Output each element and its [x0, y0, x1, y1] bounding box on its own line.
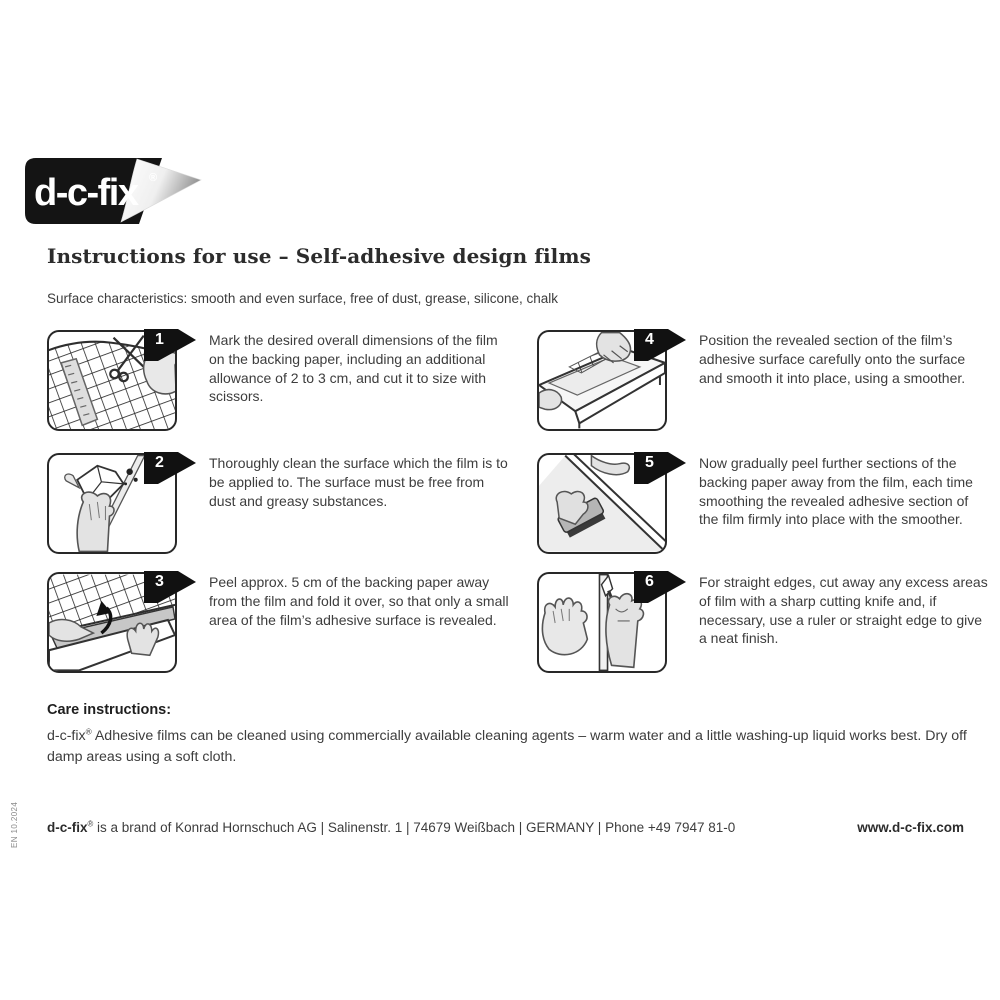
- page-title: Instructions for use – Self-adhesive design films: [47, 244, 591, 268]
- steps-grid: [47, 330, 990, 696]
- logo-wordmark: d-c-fix: [34, 172, 138, 214]
- step-number: 3: [155, 573, 164, 590]
- registered-mark: ®: [87, 819, 94, 829]
- step-number: 4: [645, 331, 654, 348]
- dirt-dot: [134, 478, 138, 482]
- step-3: [47, 572, 537, 696]
- step-1-figure: [47, 330, 177, 431]
- footer-brand: d-c-fix: [47, 820, 88, 835]
- step-number-badge: [634, 452, 686, 484]
- website-url: www.d-c-fix.com: [857, 820, 964, 835]
- step-text: For straight edges, cut away any excess areas of film with a sharp cutting knife and, if necessary, use a ruler or straight edge to give a neat finish.: [699, 574, 988, 647]
- step-6-figure: [537, 572, 667, 673]
- step-1: [47, 330, 537, 453]
- step-number: 5: [645, 454, 654, 471]
- step-number-badge: [144, 329, 196, 361]
- hand-icon: [597, 333, 631, 362]
- edition-code: EN 10.2024: [10, 801, 19, 848]
- dirt-dot: [124, 482, 127, 485]
- hand-icon: [77, 492, 114, 551]
- company-line: [47, 820, 735, 835]
- step-text: Position the revealed section of the film’s adhesive surface carefully onto the surface and smooth it into place, using a smoother.: [699, 332, 966, 386]
- care-instructions: [47, 702, 987, 769]
- step-2: [47, 453, 537, 572]
- hand-icon: [591, 456, 629, 475]
- step-2-figure: [47, 453, 177, 554]
- hand-icon: [127, 623, 158, 655]
- registered-mark: ®: [85, 727, 92, 737]
- footer: [47, 820, 964, 835]
- step-number: 1: [155, 331, 164, 348]
- step-text: Peel approx. 5 cm of the backing paper away from the film and fold it over, so that only a small area of the film’s adhesive surface is revealed.: [209, 574, 509, 628]
- step-3-figure: [47, 572, 177, 673]
- surface-characteristics-note: Surface characteristics: smooth and even surface, free of dust, grease, silicone, chalk: [47, 291, 559, 306]
- dcfix-logo: [25, 158, 230, 226]
- step-number-badge: [634, 571, 686, 603]
- step-4-figure: [537, 330, 667, 431]
- hand-icon: [539, 390, 561, 410]
- footer-company-text: is a brand of Konrad Hornschuch AG | Salinenstr. 1 | 74679 Weißbach | GERMANY | Phone +49 7947 81-0: [93, 820, 736, 835]
- step-text: Now gradually peel further sections of the backing paper away from the film, each time smoothing the revealed adhesive section of the film firmly into place with the smoother.: [699, 455, 973, 528]
- logo-registered-mark: ®: [149, 172, 158, 184]
- step-number-badge: [144, 452, 196, 484]
- dirt-dot: [126, 469, 132, 475]
- step-4: [537, 330, 990, 453]
- care-brand: d-c-fix: [47, 728, 86, 744]
- logo-folded-corner-graphic: [25, 158, 230, 226]
- step-5: [537, 453, 990, 572]
- care-heading: Care instructions:: [47, 702, 172, 718]
- step-6: [537, 572, 990, 696]
- step-number: 2: [155, 454, 164, 471]
- care-body: [47, 726, 987, 769]
- step-number-badge: [144, 571, 196, 603]
- hand-icon: [606, 594, 644, 668]
- step-number: 6: [645, 573, 654, 590]
- step-number-badge: [634, 329, 686, 361]
- step-5-figure: [537, 453, 667, 554]
- step-text: Mark the desired overall dimensions of the film on the backing paper, including an additional allowance of 2 to 3 cm, and cut it to size with scissors.: [209, 332, 498, 405]
- care-body-text: Adhesive films can be cleaned using commercially available cleaning agents – warm water and a little washing-up liquid works best. Dry off damp areas using a soft cloth.: [47, 728, 967, 766]
- hand-icon: [542, 598, 587, 655]
- step-text: Thoroughly clean the surface which the film is to be applied to. The surface must be free from dust and greasy substances.: [209, 455, 508, 509]
